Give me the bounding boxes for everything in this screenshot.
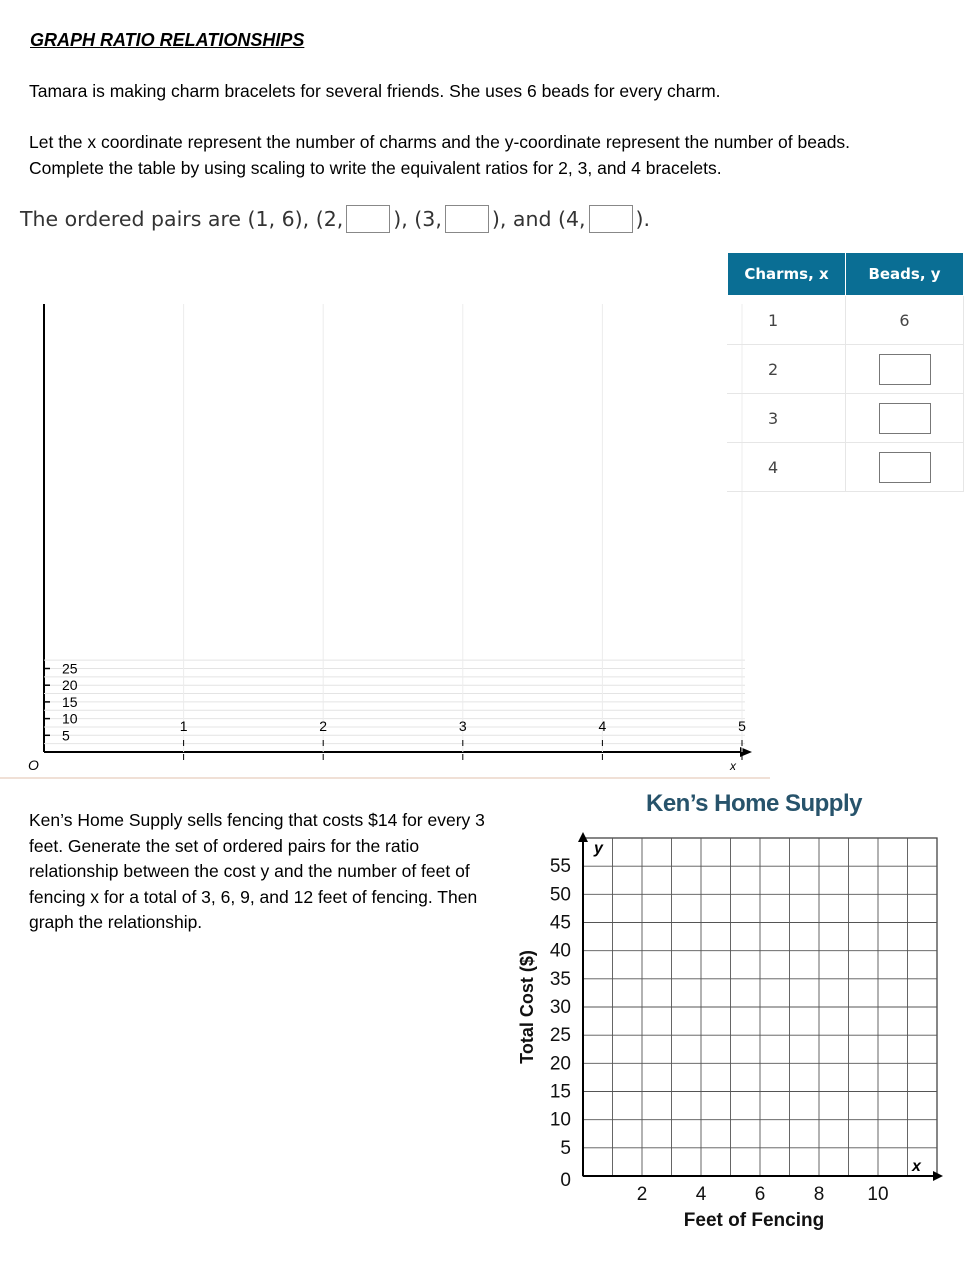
g1-origin-label: O [28,757,39,773]
table-cell-x: 2 [728,345,846,394]
g2-x-arrow [933,1171,943,1181]
g2-x-tick-label: 2 [636,1184,648,1205]
problem2-text: Ken’s Home Supply sells fencing that costs $14 for every 3 feet. Generate the set of ordered pairs for the ratio relationship between the cost y and the number of feet of fencing x for a total of 3, 6, 9, and 12 feet of fencing. Then graph the relationship. [29,810,485,932]
g1-y-tick-label: 25 [62,660,78,677]
table-cell-x: 1 [728,296,846,345]
g2-y-axis-letter: y [594,840,603,857]
table-cell-y-input[interactable] [846,443,964,492]
table-row [728,394,964,443]
g1-x-tick-label: 4 [598,718,607,734]
table-cell-y: 6 [846,296,964,345]
g1-x-tick-label: 2 [319,718,328,734]
pair-4-input[interactable] [589,205,633,233]
g2-x-tick-label: 10 [867,1184,889,1205]
ken-graph-title: Ken’s Home Supply [646,790,862,817]
table-cell-x: 4 [728,443,846,492]
g1-x-axis-label: x [730,759,736,773]
ordered-pairs-text-4: ). [635,207,651,231]
g1-y-tick-label: 15 [62,693,78,710]
g2-y-tick-label: 55 [549,856,571,878]
problem1-intro: Tamara is making charm bracelets for several friends. She uses 6 beads for every charm. [29,81,721,101]
problem1-instructions-line2: Complete the table by using scaling to write the equivalent ratios for 2, 3, and 4 bracelets. [29,158,722,178]
g1-y-tick-label: 10 [62,710,78,727]
g1-x-tick-label: 3 [458,718,467,734]
beads-2-input[interactable] [879,354,931,385]
ordered-pairs-sentence [20,205,650,233]
beads-4-input[interactable] [879,452,931,483]
g2-y-axis-title: Total Cost ($) [517,950,537,1064]
ordered-pairs-text-3: ), and (4, [491,207,586,231]
g1-x-tick-label: 1 [179,718,188,734]
table-cell-x: 3 [728,394,846,443]
charms-beads-graph[interactable] [0,290,775,790]
ordered-pairs-text-1: The ordered pairs are (1, 6), (2, [20,207,344,231]
g2-x-axis-title: Feet of Fencing [683,1210,825,1231]
g1-y-tick-label: 5 [62,727,70,744]
table-row [728,296,964,345]
page-heading: GRAPH RATIO RELATIONSHIPS [30,30,305,50]
table-row [728,345,964,394]
g2-y-tick-label: 50 [549,884,571,906]
ordered-pairs-text-2: ), (3, [393,207,442,231]
table-header-beads: Beads, y [846,253,964,296]
table-cell-y-input[interactable] [846,345,964,394]
g2-x-axis-letter: x [912,1158,921,1175]
g2-x-tick-label: 6 [754,1184,766,1205]
table-header-charms: Charms, x [728,253,846,296]
g2-y-tick-label: 5 [560,1137,571,1159]
ken-fencing-graph[interactable] [510,830,950,1240]
problem1-instructions-line1: Let the x coordinate represent the number of charms and the y-coordinate represent the number of beads. [29,132,851,152]
g2-y-tick-label: 35 [549,968,571,990]
g2-y-arrow [578,832,588,842]
g2-y-tick-label: 40 [549,940,571,962]
g2-y-tick-label: 15 [549,1081,571,1103]
g1-x-tick-label: 5 [738,718,746,734]
g2-y-tick-label: 30 [549,997,571,1018]
g2-x-tick-label: 4 [695,1184,707,1205]
g1-y-tick-label: 20 [62,677,78,694]
g2-y-tick-label: 20 [549,1053,571,1075]
g2-y-tick-label: 25 [549,1025,571,1047]
table-cell-y-input[interactable] [846,394,964,443]
charms-beads-table [727,252,964,492]
beads-3-input[interactable] [879,403,931,434]
pair-2-input[interactable] [346,205,390,233]
g2-y-tick-label: 0 [560,1170,571,1191]
g2-x-tick-label: 8 [813,1184,825,1205]
g2-y-tick-label: 45 [549,912,571,934]
g2-y-tick-label: 10 [549,1109,571,1131]
table-row [728,443,964,492]
pair-3-input[interactable] [445,205,489,233]
